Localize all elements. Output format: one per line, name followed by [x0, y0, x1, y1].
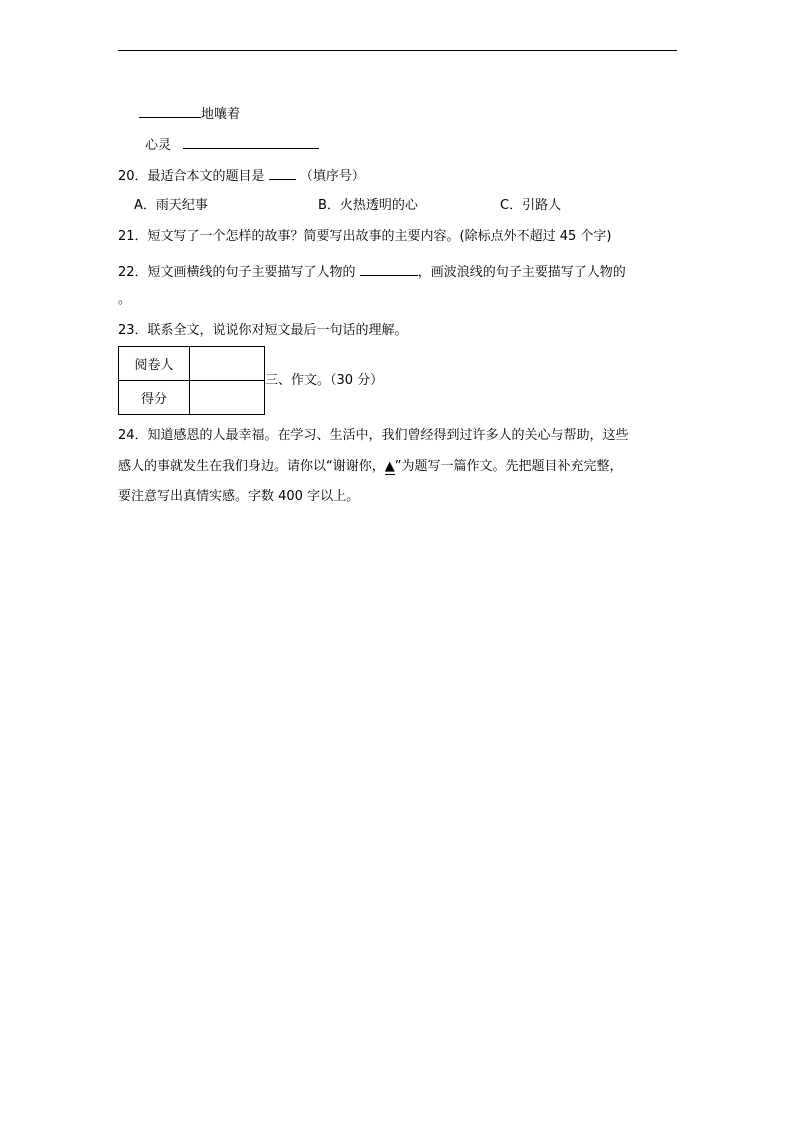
line-1-text: 地嚷着	[201, 107, 241, 122]
score-table	[118, 346, 265, 415]
question-22-end: 。	[118, 292, 132, 307]
line-2-text: 心灵	[145, 138, 172, 153]
question-23: 23．联系全文，说说你对短文最后一句话的理解。	[118, 323, 408, 338]
question-22: 22．短文画横线的句子主要描写了人物的 ，画波浪线的句子主要描写了人物的	[118, 262, 626, 281]
option-c: C．引路人	[500, 198, 562, 213]
question-24-line-2: 感人的事就发生在我们身边。请你以“谢谢你，▲”为题写一篇作文。先把题目补充完整，	[118, 459, 623, 474]
header-rule	[118, 50, 677, 51]
question-24-line-3: 要注意写出真情实感。字数 400 字以上。	[118, 489, 360, 504]
question-20-tail: （填序号）	[299, 169, 365, 184]
answer-blank[interactable]	[269, 166, 296, 180]
option-b: B．火热透明的心	[318, 198, 418, 213]
triangle-icon: ▲	[384, 459, 395, 474]
line-2	[145, 135, 319, 154]
line-1	[139, 104, 240, 123]
question-24-line-1: 24．知道感恩的人最幸福。在学习、生活中，我们曾经得到过许多人的关心与帮助，这些	[118, 428, 629, 443]
grader-cell[interactable]	[190, 347, 265, 381]
option-a: A．雨天纪事	[134, 198, 208, 213]
question-20	[118, 166, 365, 185]
answer-blank[interactable]	[360, 262, 418, 276]
grader-label: 阅卷人	[119, 347, 190, 381]
fill-blank[interactable]	[139, 104, 201, 118]
fill-blank[interactable]	[183, 135, 319, 149]
score-label: 得分	[119, 381, 190, 415]
question-21: 21．短文写了一个怎样的故事？简要写出故事的主要内容。(除标点外不超过 45 个字)	[118, 229, 612, 244]
score-cell[interactable]	[190, 381, 265, 415]
question-20-text: 20．最适合本文的题目是	[118, 169, 265, 184]
section-3-heading: 三、作文。（30 分）	[265, 373, 384, 388]
